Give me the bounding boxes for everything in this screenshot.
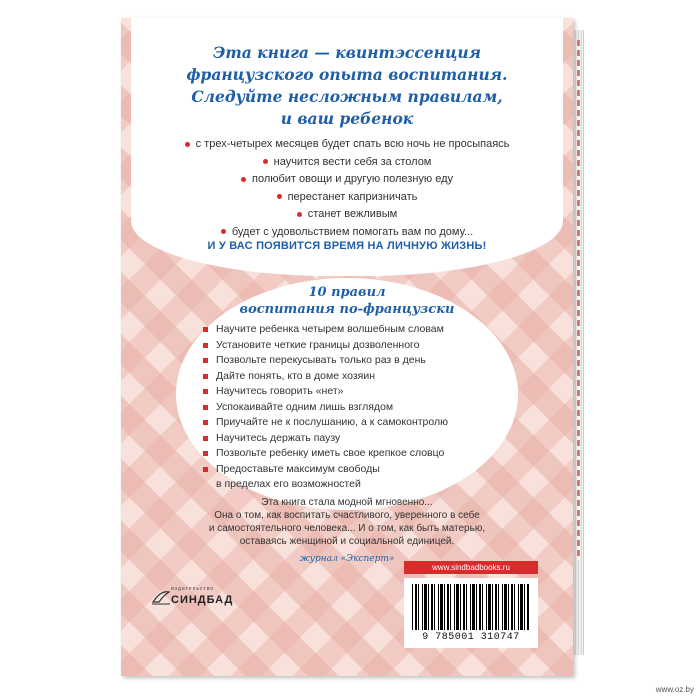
bullet-dot-icon <box>277 194 282 199</box>
bullet-square-icon <box>203 436 208 441</box>
bullet-square-icon <box>203 389 208 394</box>
list-item: Предоставьте максимум свободы <box>207 462 487 478</box>
bullet-square-icon <box>203 358 208 363</box>
intro-line: французского опыта воспитания. <box>186 65 508 84</box>
list-item-continuation: в пределах его возможностей <box>216 478 361 490</box>
sail-icon <box>151 588 171 606</box>
book-back-cover <box>121 18 573 676</box>
bullet-dot-icon <box>241 177 246 182</box>
spine-stripe <box>577 40 580 560</box>
list-item: научится вести себя за столом <box>121 154 573 172</box>
website-label: www.sindbadbooks.ru <box>404 561 538 574</box>
bullet-square-icon <box>203 420 208 425</box>
list-item: полюбит овощи и другую полезную еду <box>121 171 573 189</box>
list-item: станет вежливым <box>121 206 573 224</box>
list-item: будет с удовольствием помогать вам по дому... <box>121 224 573 242</box>
bullet-square-icon <box>203 467 208 472</box>
list-item: Научитесь говорить «нет» <box>207 384 487 400</box>
rules-title: 10 правил воспитания по-французски <box>239 285 455 317</box>
intro-text <box>121 42 573 130</box>
bullet-dot-icon <box>297 212 302 217</box>
barcode-icon <box>412 584 530 630</box>
review-quote: Эта книга стала модной мгновенно... Она о том, как воспитать счастливого, уверенного в себе и самостоятельного человека... И о том, как быть матерью, оставаясь женщиной и социальной единицей. <box>208 497 486 547</box>
isbn-number: 9 785001 310747 <box>422 632 520 643</box>
list-item: с трех-четырех месяцев будет спать всю ночь не просыпаясь <box>121 136 573 154</box>
list-item: Успокаивайте одним лишь взглядом <box>207 400 487 416</box>
list-item: Установите четкие границы дозволенного <box>207 338 487 354</box>
intro-line: Следуйте несложным правилам, <box>191 87 503 106</box>
quote-source: журнал «Эксперт» <box>299 554 395 564</box>
bullet-square-icon <box>203 327 208 332</box>
list-item: Научитесь держать паузу <box>207 431 487 447</box>
list-item: Научите ребенка четырем волшебным словам <box>207 322 487 338</box>
bullet-square-icon <box>203 343 208 348</box>
bullet-square-icon <box>203 374 208 379</box>
list-item: Дайте понять, кто в доме хозяин <box>207 369 487 385</box>
bullet-dot-icon <box>263 159 268 164</box>
tagline: И У ВАС ПОЯВИТСЯ ВРЕМЯ НА ЛИЧНУЮ ЖИЗНЬ! <box>207 240 487 252</box>
intro-line: и ваш ребенок <box>280 109 414 128</box>
list-item: Позвольте перекусывать только раз в день <box>207 353 487 369</box>
list-item: перестанет капризничать <box>121 189 573 207</box>
watermark: www.oz.by <box>655 685 694 694</box>
rules-list <box>207 322 487 493</box>
bullet-square-icon <box>203 405 208 410</box>
intro-line: Эта книга — квинтэссенция <box>212 43 481 62</box>
publisher-logo: издательство СИНДБАД <box>151 584 261 624</box>
bullet-dot-icon <box>185 142 190 147</box>
list-item: Позвольте ребенку иметь свое крепкое словцо <box>207 446 487 462</box>
list-item: Приучайте не к послушанию, а к самоконтролю <box>207 415 487 431</box>
bullet-dot-icon <box>221 229 226 234</box>
bullet-square-icon <box>203 451 208 456</box>
barcode-box <box>404 578 538 648</box>
benefits-list <box>121 136 573 241</box>
